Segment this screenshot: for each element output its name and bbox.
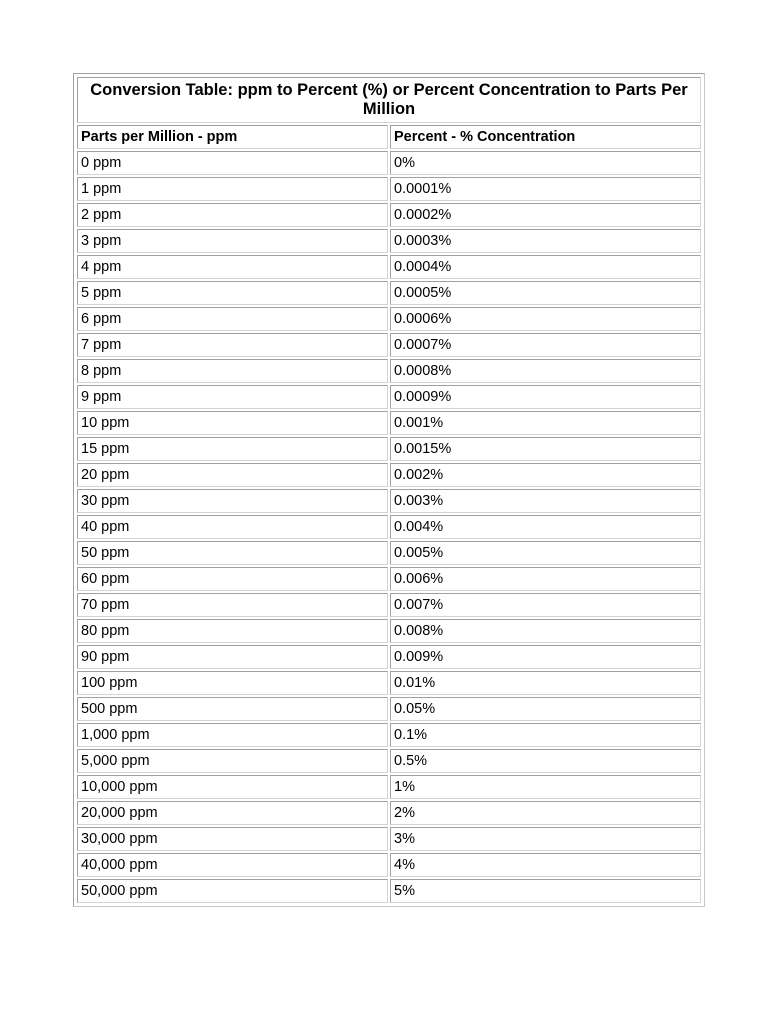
cell-ppm: 90 ppm bbox=[77, 645, 388, 669]
cell-percent: 0.0008% bbox=[390, 359, 701, 383]
table-row bbox=[77, 645, 701, 669]
cell-ppm: 40,000 ppm bbox=[77, 853, 388, 877]
cell-percent: 0.003% bbox=[390, 489, 701, 513]
column-header-ppm: Parts per Million - ppm bbox=[77, 125, 388, 149]
cell-ppm: 50 ppm bbox=[77, 541, 388, 565]
conversion-table bbox=[75, 75, 703, 905]
cell-percent: 4% bbox=[390, 853, 701, 877]
table-row bbox=[77, 749, 701, 773]
table-row bbox=[77, 151, 701, 175]
table-row bbox=[77, 229, 701, 253]
cell-percent: 0.5% bbox=[390, 749, 701, 773]
cell-ppm: 1,000 ppm bbox=[77, 723, 388, 747]
table-row bbox=[77, 489, 701, 513]
table-row bbox=[77, 567, 701, 591]
column-header-percent: Percent - % Concentration bbox=[390, 125, 701, 149]
cell-percent: 0.001% bbox=[390, 411, 701, 435]
table-row bbox=[77, 775, 701, 799]
table-row bbox=[77, 359, 701, 383]
table-row bbox=[77, 463, 701, 487]
cell-ppm: 30,000 ppm bbox=[77, 827, 388, 851]
table-row bbox=[77, 281, 701, 305]
cell-ppm: 40 ppm bbox=[77, 515, 388, 539]
cell-percent: 0% bbox=[390, 151, 701, 175]
cell-ppm: 20 ppm bbox=[77, 463, 388, 487]
table-body bbox=[77, 151, 701, 903]
cell-ppm: 1 ppm bbox=[77, 177, 388, 201]
cell-ppm: 5,000 ppm bbox=[77, 749, 388, 773]
cell-percent: 1% bbox=[390, 775, 701, 799]
cell-percent: 0.0007% bbox=[390, 333, 701, 357]
cell-ppm: 7 ppm bbox=[77, 333, 388, 357]
cell-percent: 0.0015% bbox=[390, 437, 701, 461]
table-row bbox=[77, 671, 701, 695]
cell-ppm: 8 ppm bbox=[77, 359, 388, 383]
cell-ppm: 0 ppm bbox=[77, 151, 388, 175]
cell-ppm: 70 ppm bbox=[77, 593, 388, 617]
table-row bbox=[77, 723, 701, 747]
cell-percent: 0.0001% bbox=[390, 177, 701, 201]
table-row bbox=[77, 853, 701, 877]
table-row bbox=[77, 801, 701, 825]
cell-percent: 3% bbox=[390, 827, 701, 851]
table-row bbox=[77, 333, 701, 357]
table-row bbox=[77, 203, 701, 227]
cell-percent: 0.008% bbox=[390, 619, 701, 643]
cell-ppm: 30 ppm bbox=[77, 489, 388, 513]
cell-ppm: 3 ppm bbox=[77, 229, 388, 253]
table-row bbox=[77, 385, 701, 409]
table-title: Conversion Table: ppm to Percent (%) or Percent Concentration to Parts Per Million bbox=[77, 77, 701, 123]
cell-ppm: 500 ppm bbox=[77, 697, 388, 721]
table-row bbox=[77, 411, 701, 435]
table-row bbox=[77, 541, 701, 565]
cell-ppm: 50,000 ppm bbox=[77, 879, 388, 903]
cell-percent: 0.006% bbox=[390, 567, 701, 591]
cell-percent: 0.0006% bbox=[390, 307, 701, 331]
cell-ppm: 4 ppm bbox=[77, 255, 388, 279]
table-row bbox=[77, 437, 701, 461]
table-row bbox=[77, 307, 701, 331]
cell-ppm: 60 ppm bbox=[77, 567, 388, 591]
cell-percent: 0.009% bbox=[390, 645, 701, 669]
cell-ppm: 10,000 ppm bbox=[77, 775, 388, 799]
cell-percent: 0.0005% bbox=[390, 281, 701, 305]
table-row bbox=[77, 515, 701, 539]
cell-percent: 5% bbox=[390, 879, 701, 903]
conversion-table-container bbox=[73, 73, 705, 907]
cell-percent: 0.0004% bbox=[390, 255, 701, 279]
cell-ppm: 100 ppm bbox=[77, 671, 388, 695]
table-row bbox=[77, 177, 701, 201]
table-row bbox=[77, 827, 701, 851]
cell-ppm: 2 ppm bbox=[77, 203, 388, 227]
cell-percent: 0.004% bbox=[390, 515, 701, 539]
table-row bbox=[77, 697, 701, 721]
cell-percent: 0.1% bbox=[390, 723, 701, 747]
cell-percent: 0.0003% bbox=[390, 229, 701, 253]
cell-percent: 0.002% bbox=[390, 463, 701, 487]
table-row bbox=[77, 255, 701, 279]
table-title-row bbox=[77, 77, 701, 123]
cell-ppm: 80 ppm bbox=[77, 619, 388, 643]
cell-percent: 2% bbox=[390, 801, 701, 825]
cell-ppm: 5 ppm bbox=[77, 281, 388, 305]
cell-percent: 0.007% bbox=[390, 593, 701, 617]
table-row bbox=[77, 879, 701, 903]
cell-ppm: 6 ppm bbox=[77, 307, 388, 331]
cell-percent: 0.0009% bbox=[390, 385, 701, 409]
cell-percent: 0.05% bbox=[390, 697, 701, 721]
cell-ppm: 9 ppm bbox=[77, 385, 388, 409]
cell-percent: 0.01% bbox=[390, 671, 701, 695]
cell-ppm: 10 ppm bbox=[77, 411, 388, 435]
table-header-row bbox=[77, 125, 701, 149]
cell-percent: 0.0002% bbox=[390, 203, 701, 227]
table-row bbox=[77, 593, 701, 617]
cell-ppm: 20,000 ppm bbox=[77, 801, 388, 825]
cell-percent: 0.005% bbox=[390, 541, 701, 565]
cell-ppm: 15 ppm bbox=[77, 437, 388, 461]
table-row bbox=[77, 619, 701, 643]
